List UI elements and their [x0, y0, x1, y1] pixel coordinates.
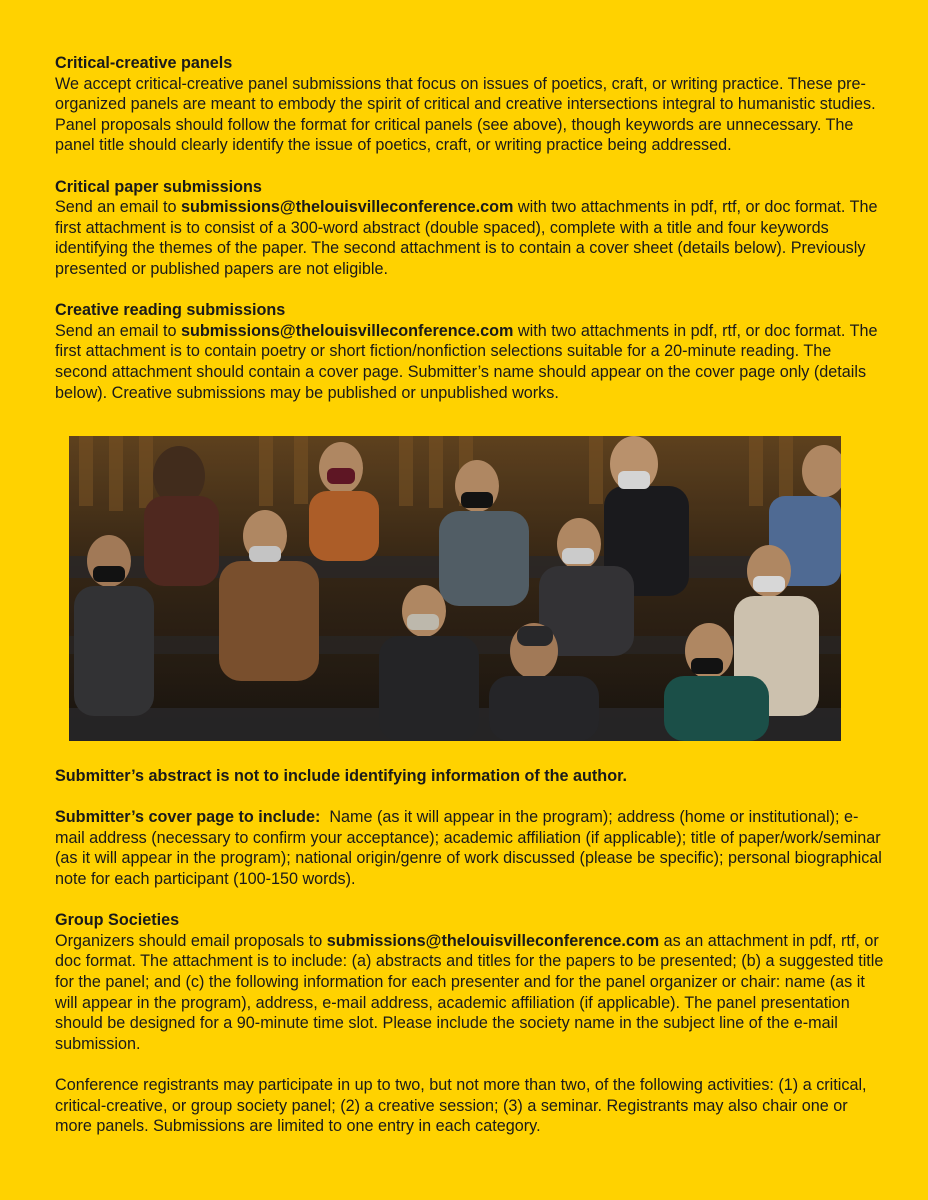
closing-paragraph: Conference registrants may participate in up to two, but not more than two, of the following activities: (1) a critical, critical-creative, or group society panel; (2) a creative session; (3) a seminar. Registrants may also chair one or more panels. Submissions are limited to one entry in each category. [55, 1075, 867, 1136]
section-heading: Creative reading submissions [55, 301, 286, 320]
section-critical-paper [55, 177, 885, 280]
section-heading: Critical paper submissions [55, 177, 262, 196]
bottom-text-block [55, 766, 885, 1137]
section-body-lead: Send an email to [55, 198, 181, 217]
abstract-note: Submitter’s abstract is not to include identifying information of the author. [55, 767, 627, 785]
submission-email-link[interactable]: submissions@thelouisvilleconference.com [180, 198, 514, 217]
audience-photo [69, 436, 841, 741]
section-body-rest: with two attachments in pdf, rtf, or doc format. The first attachment is to contain poetry or short fiction/nonfiction selections suitable for a 20-minute reading. The second attachment should contain a cover page. Submitter’s name should appear on the cover page only (details below). Creative submissions may be published or unpublished works. [55, 321, 878, 402]
section-body: Name (as it will appear in the program); address (home or institutional); e-mail address (necessary to confirm your acceptance); academic affiliation (if applicable); title of paper/work/seminar (as it will appear in the program); national origin/genre of work discussed (please be specific); personal biographical note for each participant (100-150 words). [55, 808, 887, 888]
section-heading: Critical-creative panels [55, 54, 233, 72]
section-body-lead: Organizers should email proposals to [55, 931, 327, 950]
section-body-rest: with two attachments in pdf, rtf, or doc format. The first attachment is to consist of a 300-word abstract (double spaced), complete with a title and four keywords identifying the themes of the paper. The second attachment is to contain a cover sheet (details below). Previously presented or published papers are not eligible. [55, 198, 878, 278]
section-group-societies [55, 910, 885, 1054]
section-body: We accept critical-creative panel submissions that focus on issues of poetics, craft, or writing practice. These pre-organized panels are meant to embody the spirit of critical and creative intersections integral to humanistic studies. Panel proposals should follow the format for critical panels (see above), though keywords are unnecessary. The panel title should clearly identify the issue of poetics, craft, or writing practice being addressed. [55, 74, 876, 155]
section-heading: Submitter’s cover page to include: [55, 808, 321, 827]
section-creative-reading [55, 300, 885, 403]
section-heading: Group Societies [55, 911, 180, 930]
section-body-rest: as an attachment in pdf, rtf, or doc format. The attachment is to include: (a) abstracts and titles for the papers to be presented; (b) a suggested title for the panel; and (c) the following information for each presenter and for the panel organizer or chair: name (as it will appear in the program), address, e-mail address, academic affiliation (if applicable). The panel presentation should be designed for a 90-minute time slot. Please include the society name in the subject line of the e-mail submission. [55, 931, 884, 1053]
section-cover-page [55, 807, 885, 889]
submission-email-link[interactable]: submissions@thelouisvilleconference.com [326, 931, 660, 950]
section-critical-creative [55, 53, 885, 156]
section-body-lead: Send an email to [55, 321, 181, 340]
top-text-block [55, 53, 885, 403]
submission-email-link[interactable]: submissions@thelouisvilleconference.com [180, 321, 514, 340]
